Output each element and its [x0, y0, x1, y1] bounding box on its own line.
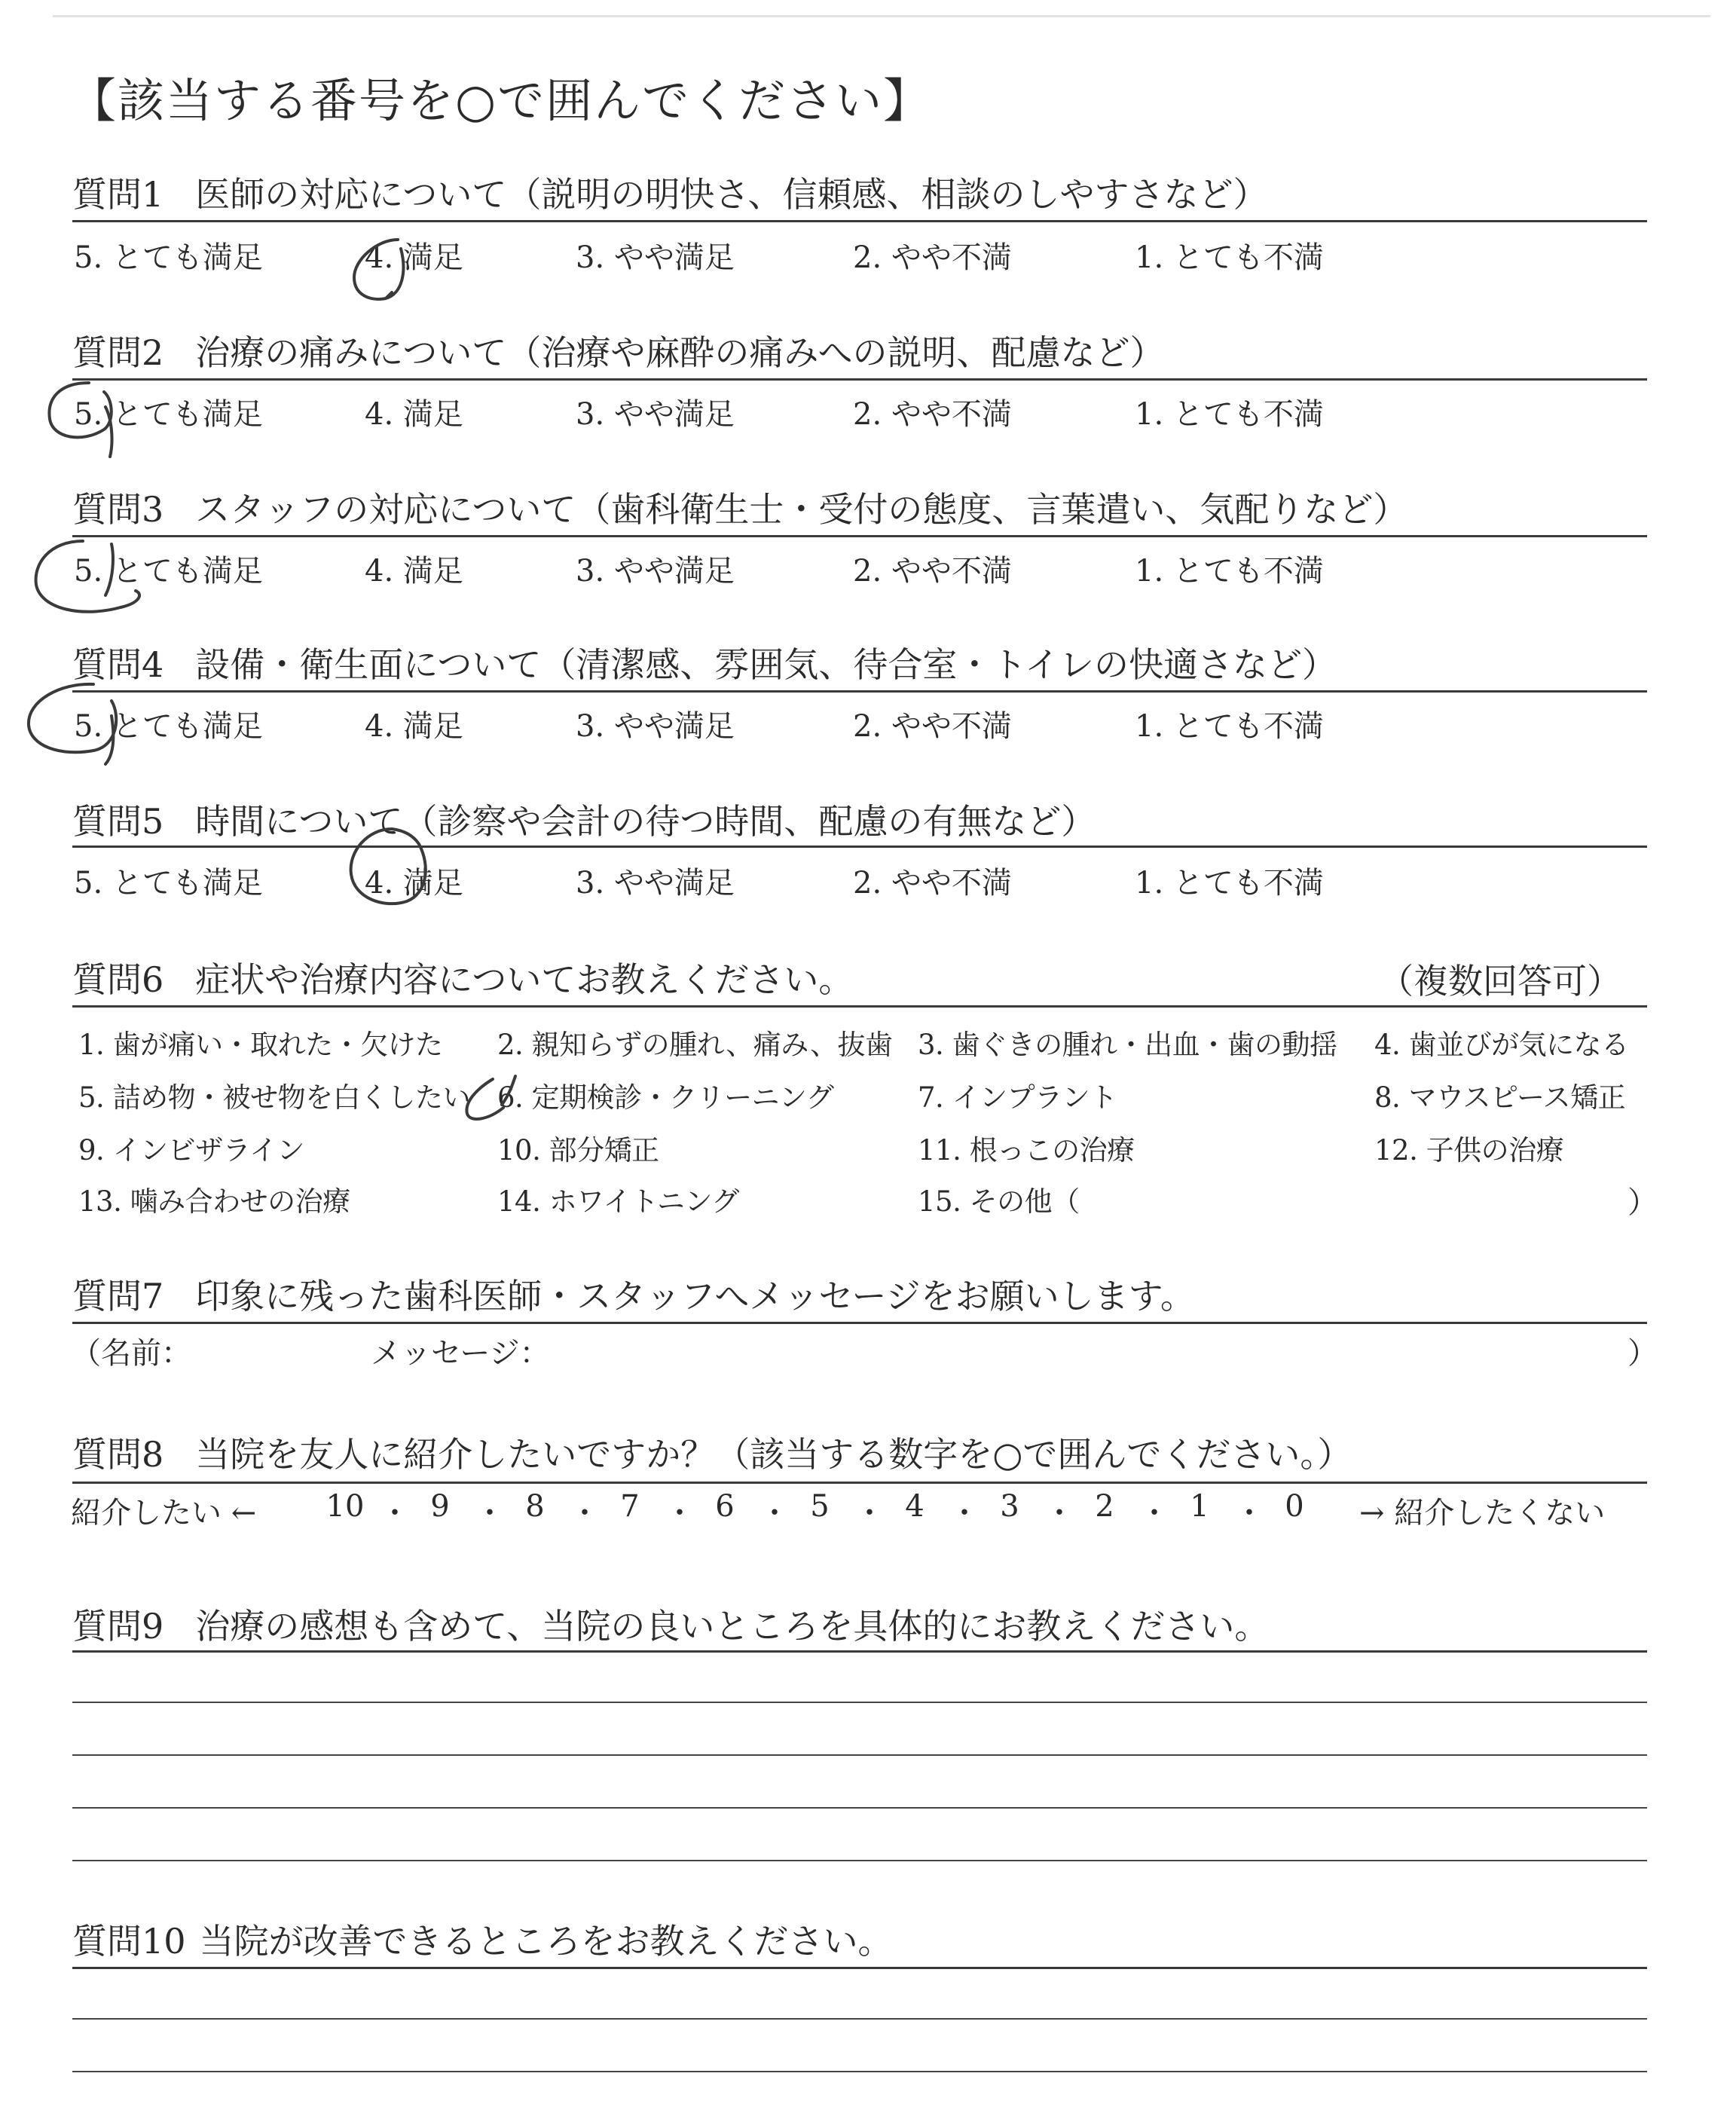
q3-option-2[interactable]: 2. やや不満 [853, 554, 1012, 589]
q2-option-4[interactable]: 4. 満足 [365, 397, 463, 432]
recommend-score-7[interactable]: 7 [620, 1489, 640, 1524]
question-9-number: 質問9 [72, 1606, 164, 1647]
q5-option-5[interactable]: 5. とても満足 [74, 866, 263, 901]
q6-item-6[interactable]: 6. 定期検診・クリーニング [497, 1081, 834, 1114]
q4-option-1[interactable]: 1. とても不満 [1135, 709, 1324, 744]
q3-option-1[interactable]: 1. とても不満 [1135, 554, 1324, 589]
q2-option-2[interactable]: 2. やや不満 [853, 397, 1012, 432]
scale-separator: ・ [854, 1496, 885, 1531]
q6-item-5[interactable]: 5. 詰め物・被せ物を白くしたい [78, 1081, 471, 1114]
q1-option-4[interactable]: 4. 満足 [365, 240, 463, 275]
q4-option-3[interactable]: 3. やや満足 [576, 709, 735, 744]
question-5-number: 質問5 [72, 801, 164, 842]
instructions-heading: 【該当する番号を○で囲んでください】 [69, 73, 932, 128]
multiple-answers-note: （複数回答可） [1379, 961, 1621, 1001]
q4-option-2[interactable]: 2. やや不満 [853, 709, 1012, 744]
q2-option-3[interactable]: 3. やや満足 [576, 397, 735, 432]
q9-answer-line-4[interactable] [72, 1860, 1647, 1861]
q6-item-2[interactable]: 2. 親知らずの腫れ、痛み、抜歯 [497, 1029, 893, 1061]
recommend-score-8[interactable]: 8 [525, 1489, 545, 1524]
question-6-number: 質問6 [72, 959, 164, 1000]
q6-item-8[interactable]: 8. マウスピース矯正 [1374, 1081, 1626, 1114]
q6-item-15[interactable]: 15. その他（ [918, 1185, 1080, 1218]
question-8-text: 当院を友人に紹介したいですか？（該当する数字を○で囲んでください。） [195, 1434, 1352, 1475]
question-6-text: 症状や治療内容についてお教えください。 [195, 959, 854, 1000]
recommend-score-6[interactable]: 6 [715, 1489, 735, 1524]
q10-answer-line-1[interactable] [72, 2018, 1647, 2020]
recommend-score-4[interactable]: 4 [905, 1489, 925, 1524]
recommend-score-10[interactable]: 10 [326, 1489, 365, 1524]
q2-option-1[interactable]: 1. とても不満 [1135, 397, 1324, 432]
recommend-score-2[interactable]: 2 [1095, 1489, 1114, 1524]
q7-message-field[interactable]: メッセージ： [371, 1336, 550, 1371]
question-6-rule [72, 1005, 1647, 1008]
q3-option-5[interactable]: 5. とても満足 [74, 554, 263, 589]
q4-option-5[interactable]: 5. とても満足 [74, 709, 263, 744]
q10-answer-line-2[interactable] [72, 2071, 1647, 2072]
question-8-number: 質問8 [72, 1434, 164, 1475]
question-9-rule [72, 1650, 1647, 1653]
question-9-title [72, 1599, 1269, 1649]
question-7-rule [72, 1322, 1647, 1324]
q5-option-3[interactable]: 3. やや満足 [576, 866, 735, 901]
q1-option-2[interactable]: 2. やや不満 [853, 240, 1012, 275]
question-1-text: 医師の対応について（説明の明快さ、信頼感、相談のしやすさなど） [195, 174, 1268, 215]
question-4-title [72, 638, 1337, 687]
question-7-title [72, 1269, 1195, 1319]
question-5-title [72, 794, 1096, 844]
q9-answer-line-1[interactable] [72, 1702, 1647, 1703]
question-7-number: 質問7 [72, 1276, 164, 1316]
recommend-score-9[interactable]: 9 [430, 1489, 450, 1524]
q7-name-field[interactable]: （名前： [71, 1336, 191, 1371]
q5-option-2[interactable]: 2. やや不満 [853, 866, 1012, 901]
recommend-score-5[interactable]: 5 [810, 1489, 830, 1524]
question-3-title [72, 482, 1407, 532]
question-7-text: 印象に残った歯科医師・スタッフへメッセージをお願いします。 [195, 1276, 1195, 1316]
scale-separator: ・ [1139, 1496, 1169, 1531]
q6-other-close-paren: ） [1628, 1185, 1658, 1220]
question-3-number: 質問3 [72, 489, 164, 530]
recommend-score-3[interactable]: 3 [1000, 1489, 1019, 1524]
q9-answer-line-3[interactable] [72, 1807, 1647, 1809]
q6-item-7[interactable]: 7. インプラント [918, 1081, 1117, 1114]
question-6-title [72, 953, 853, 1002]
q2-option-5[interactable]: 5. とても満足 [74, 397, 263, 432]
question-2-text: 治療の痛みについて（治療や麻酔の痛みへの説明、配慮など） [195, 332, 1165, 373]
q5-option-1[interactable]: 1. とても不満 [1135, 866, 1324, 901]
q4-option-4[interactable]: 4. 満足 [365, 709, 463, 744]
question-5-rule [72, 846, 1647, 848]
question-1-rule [72, 220, 1647, 222]
q6-item-12[interactable]: 12. 子供の治療 [1374, 1134, 1564, 1167]
question-5-text: 時間について（診察や会計の待つ時間、配慮の有無など） [195, 801, 1096, 842]
question-10-text: 当院が改善できるところをお教えください。 [199, 1921, 893, 1962]
scale-separator: ・ [570, 1496, 600, 1531]
page-top-edge [53, 15, 1710, 17]
scale-separator: ・ [760, 1496, 790, 1531]
q7-close-paren: ） [1628, 1336, 1658, 1371]
q1-option-5[interactable]: 5. とても満足 [74, 240, 263, 275]
scale-separator: ・ [665, 1496, 695, 1531]
question-3-rule [72, 535, 1647, 537]
q3-option-4[interactable]: 4. 満足 [365, 554, 463, 589]
q6-item-4[interactable]: 4. 歯並びが気になる [1374, 1029, 1629, 1061]
q6-item-9[interactable]: 9. インビザライン [78, 1134, 304, 1167]
q6-item-11[interactable]: 11. 根っこの治療 [918, 1134, 1135, 1167]
q1-option-1[interactable]: 1. とても不満 [1135, 240, 1324, 275]
q6-item-14[interactable]: 14. ホワイトニング [497, 1185, 739, 1218]
recommend-right-label: → 紹介したくない [1359, 1496, 1606, 1531]
recommend-left-label: 紹介したい ← [71, 1496, 257, 1531]
question-2-title [72, 326, 1164, 375]
recommend-score-0[interactable]: 0 [1285, 1489, 1304, 1524]
question-1-title [72, 167, 1268, 217]
q6-item-3[interactable]: 3. 歯ぐきの腫れ・出血・歯の動揺 [918, 1029, 1337, 1061]
q3-option-3[interactable]: 3. やや満足 [576, 554, 735, 589]
question-8-rule [72, 1482, 1647, 1484]
scale-separator: ・ [475, 1496, 505, 1531]
q5-option-4[interactable]: 4. 満足 [365, 866, 463, 901]
question-3-text: スタッフの対応について（歯科衛生士・受付の態度、言葉遣い、気配りなど） [195, 489, 1408, 530]
question-4-text: 設備・衛生面について（清潔感、雰囲気、待合室・トイレの快適さなど） [195, 644, 1337, 685]
question-10-title [72, 1914, 893, 1964]
scale-separator: ・ [1234, 1496, 1264, 1531]
recommend-score-1[interactable]: 1 [1190, 1489, 1209, 1524]
scale-separator: ・ [380, 1496, 410, 1531]
scale-separator: ・ [1044, 1496, 1074, 1531]
q9-answer-line-2[interactable] [72, 1754, 1647, 1756]
q6-item-1[interactable]: 1. 歯が痛い・取れた・欠けた [78, 1029, 443, 1061]
q6-item-10[interactable]: 10. 部分矯正 [497, 1134, 659, 1167]
question-9-text: 治療の感想も含めて、当院の良いところを具体的にお教えください。 [195, 1606, 1270, 1647]
question-8-title [72, 1427, 1352, 1477]
question-10-rule [72, 1967, 1647, 1969]
question-4-rule [72, 690, 1647, 693]
question-2-rule [72, 378, 1647, 381]
question-4-number: 質問4 [72, 644, 164, 685]
question-1-number: 質問1 [72, 174, 164, 215]
q6-item-13[interactable]: 13. 噛み合わせの治療 [78, 1185, 350, 1218]
q1-option-3[interactable]: 3. やや満足 [576, 240, 735, 275]
question-10-number: 質問10 [72, 1921, 186, 1962]
question-2-number: 質問2 [72, 332, 164, 373]
scale-separator: ・ [949, 1496, 980, 1531]
